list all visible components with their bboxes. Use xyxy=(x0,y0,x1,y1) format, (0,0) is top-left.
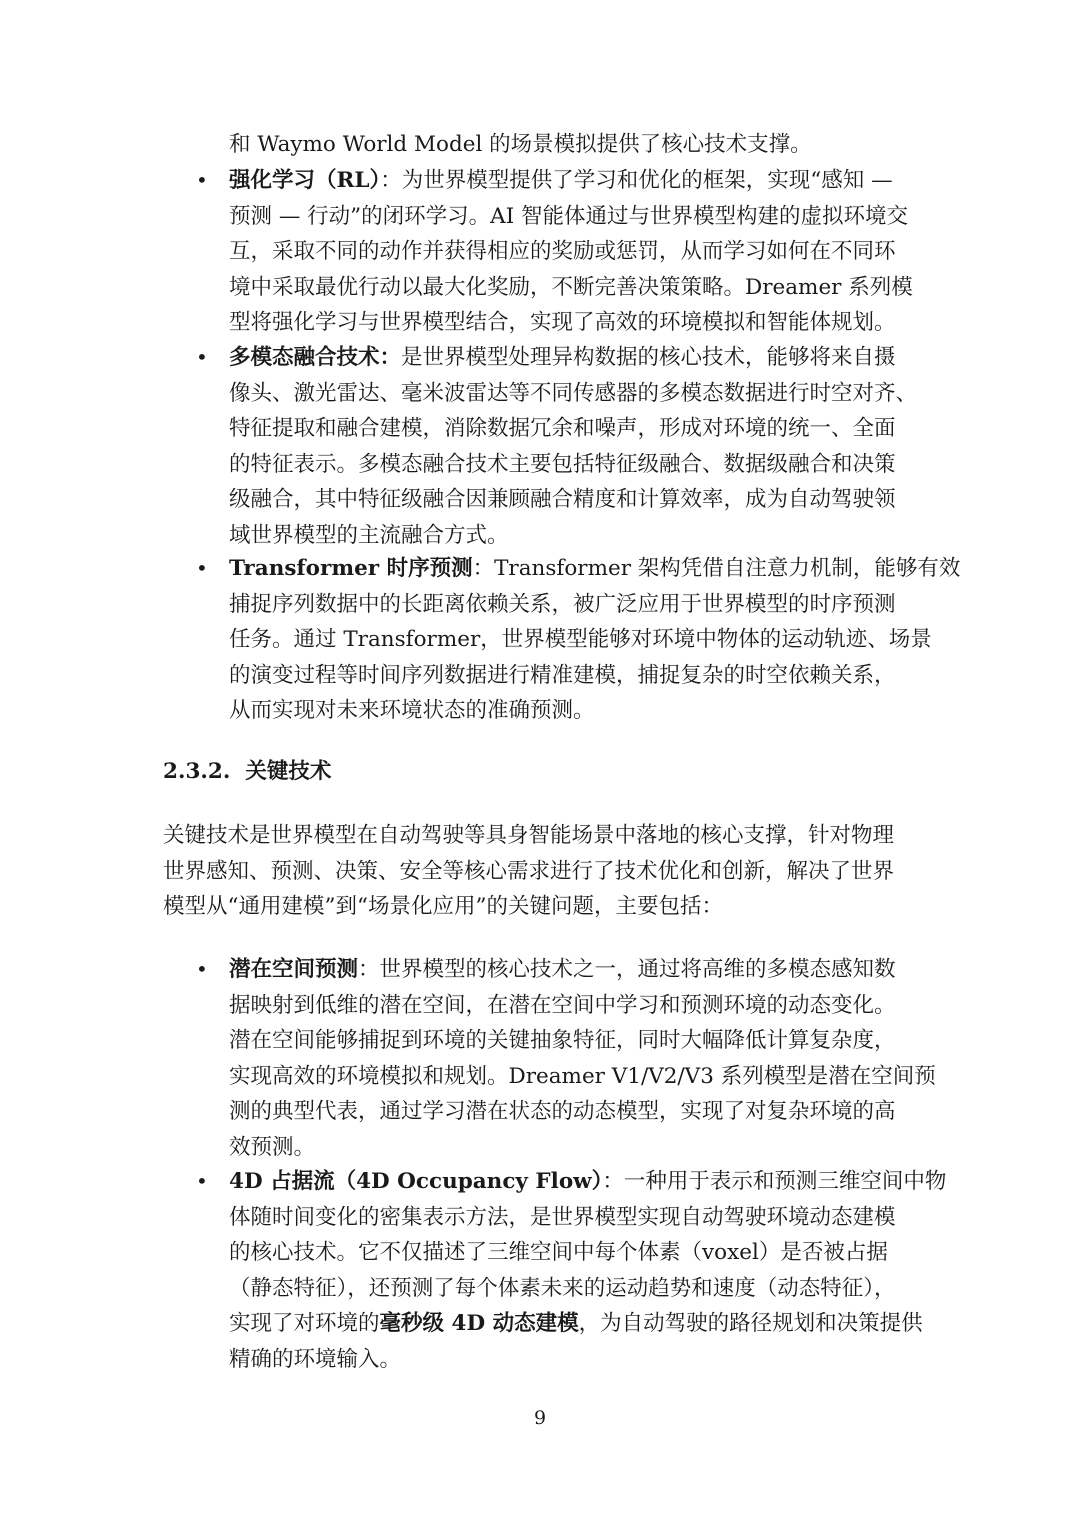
text-line: 境中采取最优行动以最大化奖励，不断完善决策策略。Dreamer 系列模 xyxy=(229,274,913,300)
list-item-rl xyxy=(229,163,929,341)
bullet-marker: • xyxy=(196,556,208,580)
text-line: 体随时间变化的密集表示方法，是世界模型实现自动驾驶环境动态建模 xyxy=(229,1204,896,1230)
bold-phrase: 毫秒级 4D 动态建模 xyxy=(379,1311,579,1336)
text-line: 级融合，其中特征级融合因兼顾融合精度和计算效率，成为自动驾驶领 xyxy=(229,487,896,512)
text-line: 像头、激光雷达、毫米波雷达等不同传感器的多模态数据进行时空对齐、 xyxy=(229,380,918,406)
intro-paragraph xyxy=(163,818,923,925)
text-line: 从而实现对未来环境状态的准确预测。 xyxy=(229,698,595,723)
list-item-multimodal xyxy=(229,340,929,553)
continuation-line: 和 Waymo World Model 的场景模拟提供了核心技术支撑。 xyxy=(229,132,812,157)
section-number: 2.3.2. xyxy=(163,759,231,784)
text-line: 特征提取和融合建模，消除数据冗余和噪声，形成对环境的统一、全面 xyxy=(229,416,896,441)
text-segment: ，为自动驾驶的路径规划和决策提供 xyxy=(578,1311,923,1336)
bullet-marker: • xyxy=(196,168,208,192)
list-item-latent-prediction xyxy=(229,952,936,1165)
text-line: 的特征表示。多模态融合技术主要包括特征级融合、数据级融合和决策 xyxy=(229,451,896,477)
text-line: 型将强化学习与世界模型结合，实现了高效的环境模拟和智能体规划。 xyxy=(229,310,896,335)
text-line: 的演变过程等时间序列数据进行精准建模，捕捉复杂的时空依赖关系， xyxy=(229,662,896,688)
text-line: ：一种用于表示和预测三维空间中物 xyxy=(602,1169,947,1194)
text-line: 潜在空间能够捕捉到环境的关键抽象特征，同时大幅降低计算复杂度， xyxy=(229,1028,896,1053)
bullet-marker: • xyxy=(196,957,208,981)
text-line: 预测 — 行动”的闭环学习。AI 智能体通过与世界模型构建的虚拟环境交 xyxy=(229,203,909,229)
list-item-first-line xyxy=(229,340,929,376)
text-line: （静态特征），还预测了每个体素未来的运动趋势和速度（动态特征）， xyxy=(229,1275,896,1301)
term-occupancy-flow: 4D 占据流（4D Occupancy Flow） xyxy=(229,1169,603,1194)
text-line: 效预测。 xyxy=(229,1134,316,1160)
term-latent-prediction: 潜在空间预测 xyxy=(229,957,359,982)
text-line: 精确的环境输入。 xyxy=(229,1346,402,1372)
text-line: ：世界模型的核心技术之一，通过将高维的多模态感知数 xyxy=(358,957,896,982)
section-heading xyxy=(163,756,331,788)
text-line: 的核心技术。它不仅描述了三维空间中每个体素（voxel）是否被占据 xyxy=(229,1240,888,1265)
term-transformer: Transformer 时序预测 xyxy=(229,556,473,581)
list-item-first-line xyxy=(229,163,929,199)
text-segment: 实现了对环境的 xyxy=(229,1311,380,1336)
text-line: 模型从“通用建模”到“场景化应用”的关键问题，主要包括： xyxy=(163,894,723,919)
text-line: ：为世界模型提供了学习和优化的框架，实现“感知 — xyxy=(380,168,893,193)
text-line: 测的典型代表，通过学习潜在状态的动态模型，实现了对复杂环境的高 xyxy=(229,1099,896,1124)
text-line: 实现高效的环境模拟和规划。Dreamer V1/V2/V3 系列模型是潜在空间预 xyxy=(229,1063,936,1089)
list-item-transformer xyxy=(229,551,961,729)
bullet-marker: • xyxy=(196,345,208,369)
text-line: 域世界模型的主流融合方式。 xyxy=(229,522,509,548)
text-line-mixed xyxy=(229,1306,929,1342)
page-number: 9 xyxy=(533,1407,547,1429)
text-line: ：Transformer 架构凭借自注意力机制，能够有效 xyxy=(472,556,961,581)
section-title: 关键技术 xyxy=(245,759,332,784)
text-line: 世界感知、预测、决策、安全等核心需求进行了技术优化和创新，解决了世界 xyxy=(163,858,895,884)
term-multimodal: 多模态融合技术： xyxy=(229,345,402,370)
list-item-first-line xyxy=(229,952,929,988)
list-item-occupancy-flow xyxy=(229,1164,947,1377)
text-line: 互，采取不同的动作并获得相应的奖励或惩罚，从而学习如何在不同环 xyxy=(229,239,896,264)
text-line: 任务。通过 Transformer，世界模型能够对环境中物体的运动轨迹、场景 xyxy=(229,627,932,652)
term-rl: 强化学习（RL） xyxy=(229,168,381,193)
text-line: 据映射到低维的潜在空间，在潜在空间中学习和预测环境的动态变化。 xyxy=(229,992,896,1018)
list-item-first-line xyxy=(229,551,961,587)
text-line: 是世界模型处理异构数据的核心技术，能够将来自摄 xyxy=(401,345,896,370)
bullet-marker: • xyxy=(196,1169,208,1193)
text-line: 捕捉序列数据中的长距离依赖关系，被广泛应用于世界模型的时序预测 xyxy=(229,591,896,617)
list-item-first-line xyxy=(229,1164,947,1200)
text-line: 关键技术是世界模型在自动驾驶等具身智能场景中落地的核心支撑，针对物理 xyxy=(163,823,895,848)
